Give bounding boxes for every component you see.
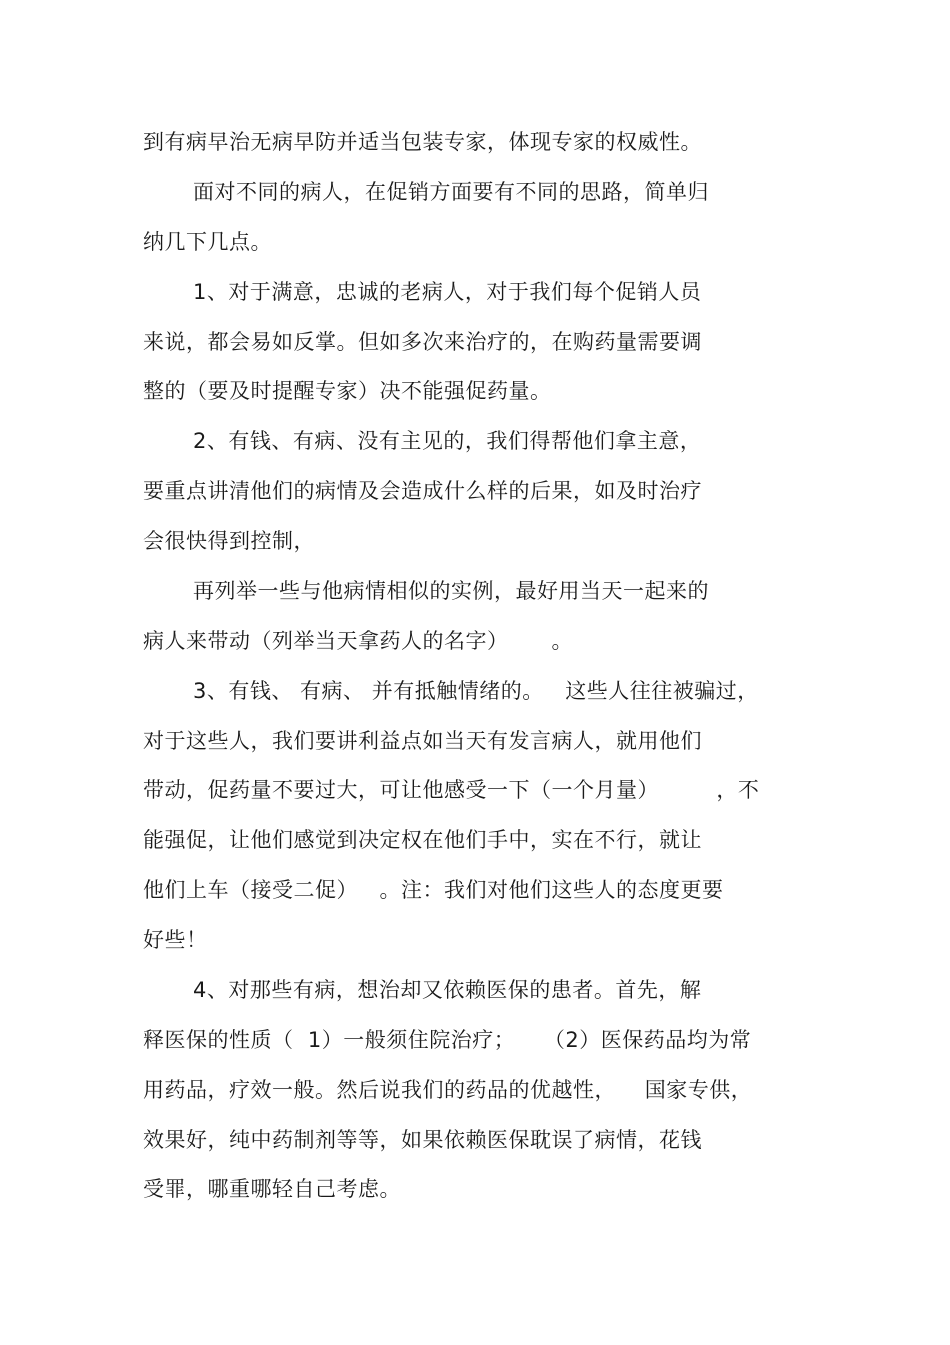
text-line: 能强促，让他们感觉到决定权在他们手中，实在不行，就让	[143, 828, 702, 852]
text-line: 到有病早治无病早防并适当包装专家，体现专家的权威性。	[143, 130, 702, 154]
text-line: 4、对那些有病，想治却又依赖医保的患者。首先，解	[193, 978, 702, 1002]
text-line: 面对不同的病人，在促销方面要有不同的思路，简单归	[193, 180, 709, 204]
text-line: 来说，都会易如反掌。但如多次来治疗的，在购药量需要调	[143, 330, 702, 354]
text-line: 3、有钱、 有病、 并有抵触情绪的。 这些人往往被骗过，	[193, 679, 759, 703]
text-line: 整的（要及时提醒专家）决不能强促药量。	[143, 379, 552, 403]
text-line: 好些！	[143, 928, 208, 952]
text-line: 纳几下几点。	[143, 230, 272, 254]
text-line: 2、有钱、有病、没有主见的，我们得帮他们拿主意，	[193, 429, 702, 453]
text-line: 再列举一些与他病情相似的实例，最好用当天一起来的	[193, 579, 709, 603]
text-line: 会很快得到控制，	[143, 529, 315, 553]
text-line: 他们上车（接受二促） 。注：我们对他们这些人的态度更要	[143, 878, 724, 902]
text-line: 受罪，哪重哪轻自己考虑。	[143, 1177, 401, 1201]
text-line: 1、对于满意，忠诚的老病人，对于我们每个促销人员	[193, 280, 702, 304]
text-line: 对于这些人，我们要讲利益点如当天有发言病人，就用他们	[143, 729, 702, 753]
text-line: 病人来带动（列举当天拿药人的名字） 。	[143, 629, 574, 653]
text-line: 效果好，纯中药制剂等等，如果依赖医保耽误了病情，花钱	[143, 1128, 702, 1152]
text-line: 用药品，疗效一般。然后说我们的药品的优越性， 国家专供，	[143, 1078, 753, 1102]
text-line: 带动，促药量不要过大，可让他感受一下（一个月量） ，不	[143, 778, 760, 802]
text-line: 释医保的性质（ 1）一般须住院治疗； （2）医保药品均为常	[143, 1028, 752, 1052]
text-line: 要重点讲清他们的病情及会造成什么样的后果，如及时治疗	[143, 479, 702, 503]
